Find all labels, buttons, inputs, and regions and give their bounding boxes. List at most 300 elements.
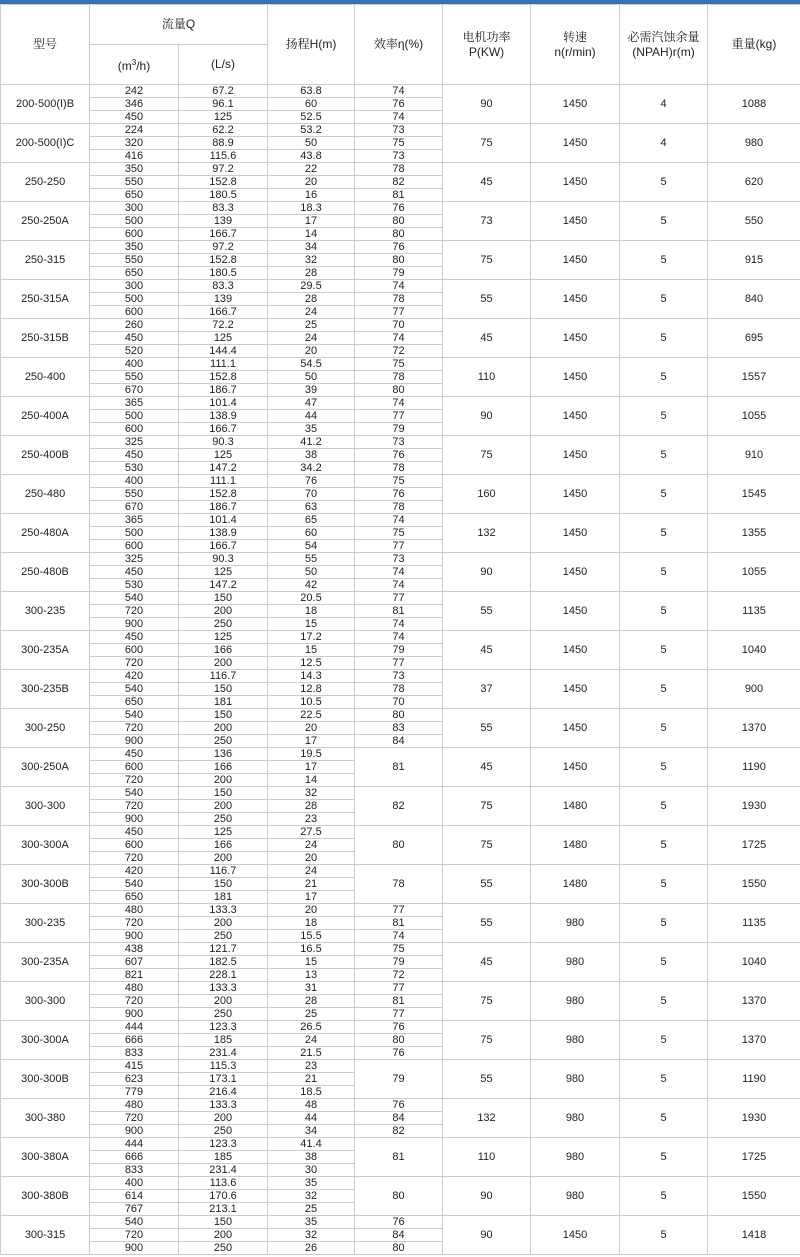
head-cell: 43.8 <box>268 150 355 163</box>
flow-m3h-cell: 400 <box>90 358 179 371</box>
flow-ls-cell: 166 <box>179 839 268 852</box>
speed-cell: 1450 <box>531 85 620 124</box>
weight-cell: 1550 <box>708 865 800 904</box>
flow-m3h-cell: 720 <box>90 852 179 865</box>
head-cell: 18 <box>268 917 355 930</box>
npsh-cell: 5 <box>620 514 708 553</box>
flow-ls-cell: 113.6 <box>179 1177 268 1190</box>
flow-ls-cell: 83.3 <box>179 280 268 293</box>
head-cell: 29.5 <box>268 280 355 293</box>
head-cell: 50 <box>268 137 355 150</box>
flow-ls-cell: 200 <box>179 657 268 670</box>
efficiency-cell: 80 <box>355 384 443 397</box>
flow-m3h-cell: 438 <box>90 943 179 956</box>
efficiency-cell: 81 <box>355 189 443 202</box>
flow-ls-cell: 83.3 <box>179 202 268 215</box>
head-cell: 48 <box>268 1099 355 1112</box>
flow-m3h-cell: 900 <box>90 1242 179 1255</box>
speed-cell: 1480 <box>531 865 620 904</box>
flow-m3h-cell: 600 <box>90 306 179 319</box>
flow-ls-cell: 97.2 <box>179 241 268 254</box>
speed-cell: 980 <box>531 1177 620 1216</box>
flow-m3h-cell: 720 <box>90 657 179 670</box>
efficiency-cell: 79 <box>355 644 443 657</box>
efficiency-cell: 74 <box>355 930 443 943</box>
table-row <box>1 202 800 215</box>
efficiency-cell: 74 <box>355 332 443 345</box>
efficiency-cell: 73 <box>355 124 443 137</box>
head-cell: 28 <box>268 293 355 306</box>
table-row <box>1 514 800 527</box>
flow-ls-cell: 150 <box>179 787 268 800</box>
flow-m3h-cell: 444 <box>90 1138 179 1151</box>
flow-m3h-cell: 530 <box>90 462 179 475</box>
flow-ls-cell: 97.2 <box>179 163 268 176</box>
flow-ls-cell: 111.1 <box>179 358 268 371</box>
weight-cell: 1190 <box>708 1060 800 1099</box>
efficiency-cell: 74 <box>355 631 443 644</box>
efficiency-cell: 80 <box>355 228 443 241</box>
efficiency-cell: 77 <box>355 1008 443 1021</box>
flow-ls-cell: 250 <box>179 735 268 748</box>
flow-ls-cell: 185 <box>179 1151 268 1164</box>
efficiency-cell: 73 <box>355 553 443 566</box>
flow-m3h-cell: 833 <box>90 1047 179 1060</box>
power-cell: 132 <box>443 514 531 553</box>
weight-cell: 550 <box>708 202 800 241</box>
head-cell: 21 <box>268 1073 355 1086</box>
npsh-cell: 5 <box>620 436 708 475</box>
head-cell: 54 <box>268 540 355 553</box>
pump-spec-table <box>0 4 800 1255</box>
weight-cell: 695 <box>708 319 800 358</box>
power-cell: 160 <box>443 475 531 514</box>
model-cell: 300-235B <box>1 670 90 709</box>
efficiency-cell: 74 <box>355 618 443 631</box>
flow-ls-cell: 72.2 <box>179 319 268 332</box>
header-speed <box>531 5 620 85</box>
speed-cell: 1450 <box>531 124 620 163</box>
model-cell: 250-315B <box>1 319 90 358</box>
table-row <box>1 865 800 878</box>
flow-ls-cell: 125 <box>179 566 268 579</box>
header-npsh <box>620 5 708 85</box>
weight-cell: 1040 <box>708 631 800 670</box>
table-row <box>1 475 800 488</box>
speed-cell: 980 <box>531 1060 620 1099</box>
model-cell: 250-250A <box>1 202 90 241</box>
power-cell: 90 <box>443 1177 531 1216</box>
head-cell: 15.5 <box>268 930 355 943</box>
speed-cell: 1480 <box>531 826 620 865</box>
efficiency-cell: 74 <box>355 566 443 579</box>
efficiency-cell: 79 <box>355 956 443 969</box>
head-cell: 53.2 <box>268 124 355 137</box>
npsh-cell: 5 <box>620 865 708 904</box>
head-cell: 24 <box>268 865 355 878</box>
flow-m3h-cell: 720 <box>90 1112 179 1125</box>
power-cell: 73 <box>443 202 531 241</box>
head-cell: 34.2 <box>268 462 355 475</box>
flow-m3h-cell: 450 <box>90 111 179 124</box>
table-row <box>1 787 800 800</box>
model-cell: 300-380A <box>1 1138 90 1177</box>
flow-ls-cell: 200 <box>179 995 268 1008</box>
flow-m3h-cell: 720 <box>90 605 179 618</box>
head-cell: 15 <box>268 644 355 657</box>
head-cell: 17 <box>268 215 355 228</box>
power-cell: 45 <box>443 631 531 670</box>
npsh-cell: 5 <box>620 1099 708 1138</box>
efficiency-cell: 76 <box>355 202 443 215</box>
flow-ls-cell: 186.7 <box>179 501 268 514</box>
flow-m3h-cell: 530 <box>90 579 179 592</box>
model-cell: 300-300 <box>1 787 90 826</box>
npsh-cell: 5 <box>620 787 708 826</box>
npsh-cell: 5 <box>620 397 708 436</box>
head-cell: 38 <box>268 1151 355 1164</box>
head-cell: 17 <box>268 761 355 774</box>
speed-cell: 1450 <box>531 241 620 280</box>
head-cell: 18 <box>268 605 355 618</box>
table-row <box>1 943 800 956</box>
npsh-cell: 5 <box>620 670 708 709</box>
flow-ls-cell: 90.3 <box>179 436 268 449</box>
head-cell: 20 <box>268 176 355 189</box>
efficiency-cell: 74 <box>355 579 443 592</box>
efficiency-cell: 77 <box>355 982 443 995</box>
flow-m3h-cell: 540 <box>90 709 179 722</box>
weight-cell: 1545 <box>708 475 800 514</box>
power-cell: 55 <box>443 865 531 904</box>
power-cell: 55 <box>443 1060 531 1099</box>
head-cell: 60 <box>268 98 355 111</box>
speed-cell: 1450 <box>531 280 620 319</box>
npsh-cell: 5 <box>620 553 708 592</box>
npsh-cell: 5 <box>620 748 708 787</box>
flow-ls-cell: 90.3 <box>179 553 268 566</box>
head-cell: 32 <box>268 254 355 267</box>
model-cell: 250-400B <box>1 436 90 475</box>
efficiency-cell: 73 <box>355 670 443 683</box>
header-weight: 重量(kg) <box>708 5 800 85</box>
flow-m3h-cell: 600 <box>90 761 179 774</box>
table-row <box>1 85 800 98</box>
flow-m3h-cell: 550 <box>90 176 179 189</box>
power-cell: 75 <box>443 982 531 1021</box>
head-cell: 23 <box>268 813 355 826</box>
model-cell: 250-315A <box>1 280 90 319</box>
head-cell: 34 <box>268 241 355 254</box>
efficiency-cell: 77 <box>355 904 443 917</box>
head-cell: 55 <box>268 553 355 566</box>
flow-m3h-cell: 242 <box>90 85 179 98</box>
flow-m3h-cell: 540 <box>90 592 179 605</box>
flow-m3h-cell: 224 <box>90 124 179 137</box>
head-cell: 14.3 <box>268 670 355 683</box>
head-cell: 32 <box>268 1190 355 1203</box>
head-cell: 47 <box>268 397 355 410</box>
weight-cell: 1355 <box>708 514 800 553</box>
flow-m3h-cell: 540 <box>90 787 179 800</box>
flow-m3h-cell: 900 <box>90 1008 179 1021</box>
efficiency-cell: 74 <box>355 280 443 293</box>
head-cell: 52.5 <box>268 111 355 124</box>
npsh-cell: 5 <box>620 1177 708 1216</box>
table-row <box>1 241 800 254</box>
flow-ls-cell: 150 <box>179 878 268 891</box>
npsh-cell: 5 <box>620 319 708 358</box>
header-model: 型号 <box>1 5 90 85</box>
head-cell: 25 <box>268 1203 355 1216</box>
npsh-cell: 5 <box>620 1216 708 1255</box>
head-cell: 41.4 <box>268 1138 355 1151</box>
head-cell: 20 <box>268 852 355 865</box>
flow-m3h-cell: 600 <box>90 839 179 852</box>
flow-ls-cell: 96.1 <box>179 98 268 111</box>
flow-ls-cell: 125 <box>179 111 268 124</box>
efficiency-cell: 81 <box>355 605 443 618</box>
weight-cell: 1930 <box>708 1099 800 1138</box>
efficiency-cell: 73 <box>355 150 443 163</box>
flow-m3h-cell: 300 <box>90 202 179 215</box>
flow-ls-cell: 139 <box>179 215 268 228</box>
flow-ls-cell: 115.3 <box>179 1060 268 1073</box>
efficiency-cell: 74 <box>355 85 443 98</box>
flow-ls-cell: 62.2 <box>179 124 268 137</box>
flow-m3h-cell: 650 <box>90 267 179 280</box>
flow-m3h-cell: 600 <box>90 423 179 436</box>
efficiency-cell: 77 <box>355 657 443 670</box>
flow-m3h-cell: 450 <box>90 566 179 579</box>
table-row <box>1 553 800 566</box>
model-cell: 300-315 <box>1 1216 90 1255</box>
head-cell: 39 <box>268 384 355 397</box>
flow-m3h-cell: 540 <box>90 878 179 891</box>
head-cell: 21.5 <box>268 1047 355 1060</box>
npsh-cell: 5 <box>620 592 708 631</box>
flow-m3h-cell: 550 <box>90 254 179 267</box>
efficiency-cell: 78 <box>355 865 443 904</box>
model-cell: 300-235 <box>1 904 90 943</box>
efficiency-cell: 74 <box>355 514 443 527</box>
flow-m3h-cell: 623 <box>90 1073 179 1086</box>
flow-m3h-cell: 480 <box>90 1099 179 1112</box>
flow-m3h-cell: 779 <box>90 1086 179 1099</box>
flow-m3h-cell: 540 <box>90 1216 179 1229</box>
flow-ls-cell: 152.8 <box>179 176 268 189</box>
flow-m3h-cell: 900 <box>90 930 179 943</box>
speed-cell: 1480 <box>531 787 620 826</box>
head-cell: 28 <box>268 267 355 280</box>
flow-m3h-cell: 650 <box>90 696 179 709</box>
flow-ls-cell: 200 <box>179 917 268 930</box>
flow-ls-cell: 138.9 <box>179 410 268 423</box>
efficiency-cell: 73 <box>355 436 443 449</box>
head-cell: 25 <box>268 319 355 332</box>
speed-cell: 1450 <box>531 553 620 592</box>
efficiency-cell: 84 <box>355 1112 443 1125</box>
flow-ls-cell: 147.2 <box>179 579 268 592</box>
flow-ls-cell: 147.2 <box>179 462 268 475</box>
table-body <box>1 85 800 1255</box>
speed-cell: 1450 <box>531 748 620 787</box>
head-cell: 16.5 <box>268 943 355 956</box>
table-row <box>1 1021 800 1034</box>
header-flow-m3h: $(m^3/h)$ <box>90 45 179 85</box>
head-cell: 26 <box>268 1242 355 1255</box>
flow-ls-cell: 150 <box>179 1216 268 1229</box>
efficiency-cell: 80 <box>355 1034 443 1047</box>
flow-m3h-cell: 833 <box>90 1164 179 1177</box>
flow-m3h-cell: 400 <box>90 475 179 488</box>
speed-cell: 1450 <box>531 163 620 202</box>
weight-cell: 1135 <box>708 592 800 631</box>
flow-m3h-cell: 500 <box>90 215 179 228</box>
model-cell: 300-300B <box>1 1060 90 1099</box>
head-cell: 30 <box>268 1164 355 1177</box>
table-row <box>1 982 800 995</box>
table-row <box>1 163 800 176</box>
npsh-cell: 5 <box>620 709 708 748</box>
flow-ls-cell: 125 <box>179 332 268 345</box>
model-cell: 300-235A <box>1 943 90 982</box>
efficiency-cell: 74 <box>355 397 443 410</box>
efficiency-cell: 82 <box>355 787 443 826</box>
npsh-cell: 5 <box>620 631 708 670</box>
speed-cell: 980 <box>531 1099 620 1138</box>
flow-ls-cell: 67.2 <box>179 85 268 98</box>
head-cell: 20 <box>268 904 355 917</box>
npsh-cell: 5 <box>620 904 708 943</box>
npsh-cell: 5 <box>620 358 708 397</box>
flow-ls-cell: 170.6 <box>179 1190 268 1203</box>
model-cell: 200-500(I)B <box>1 85 90 124</box>
efficiency-cell: 78 <box>355 371 443 384</box>
efficiency-cell: 76 <box>355 1099 443 1112</box>
efficiency-cell: 77 <box>355 306 443 319</box>
power-cell: 55 <box>443 280 531 319</box>
flow-ls-cell: 231.4 <box>179 1164 268 1177</box>
flow-ls-cell: 200 <box>179 605 268 618</box>
npsh-cell: 5 <box>620 202 708 241</box>
header-flow-group: 流量Q <box>90 5 268 45</box>
flow-m3h-cell: 325 <box>90 436 179 449</box>
flow-ls-cell: 166.7 <box>179 423 268 436</box>
power-cell: 55 <box>443 592 531 631</box>
table-row <box>1 826 800 839</box>
flow-ls-cell: 186.7 <box>179 384 268 397</box>
header-npsh-line1: 必需汽蚀余量 <box>627 29 700 44</box>
power-cell: 90 <box>443 553 531 592</box>
power-cell: 37 <box>443 670 531 709</box>
flow-ls-cell: 101.4 <box>179 397 268 410</box>
head-cell: 12.5 <box>268 657 355 670</box>
flow-ls-cell: 138.9 <box>179 527 268 540</box>
head-cell: 16 <box>268 189 355 202</box>
head-cell: 44 <box>268 410 355 423</box>
efficiency-cell: 84 <box>355 735 443 748</box>
efficiency-cell: 78 <box>355 501 443 514</box>
efficiency-cell: 75 <box>355 475 443 488</box>
flow-ls-cell: 101.4 <box>179 514 268 527</box>
efficiency-cell: 80 <box>355 826 443 865</box>
power-cell: 75 <box>443 826 531 865</box>
header-power-line1: 电机功率 <box>462 29 511 44</box>
head-cell: 54.5 <box>268 358 355 371</box>
flow-ls-cell: 228.1 <box>179 969 268 982</box>
flow-ls-cell: 115.6 <box>179 150 268 163</box>
flow-ls-cell: 136 <box>179 748 268 761</box>
head-cell: 20.5 <box>268 592 355 605</box>
flow-ls-cell: 150 <box>179 683 268 696</box>
header-head: 扬程H(m) <box>268 5 355 85</box>
flow-m3h-cell: 720 <box>90 800 179 813</box>
flow-ls-cell: 125 <box>179 449 268 462</box>
head-cell: 24 <box>268 306 355 319</box>
efficiency-cell: 80 <box>355 1177 443 1216</box>
flow-m3h-cell: 500 <box>90 410 179 423</box>
table-row <box>1 319 800 332</box>
weight-cell: 1135 <box>708 904 800 943</box>
power-cell: 55 <box>443 709 531 748</box>
flow-ls-cell: 213.1 <box>179 1203 268 1216</box>
efficiency-cell: 77 <box>355 592 443 605</box>
power-cell: 110 <box>443 358 531 397</box>
speed-cell: 1450 <box>531 1216 620 1255</box>
flow-ls-cell: 173.1 <box>179 1073 268 1086</box>
power-cell: 45 <box>443 943 531 982</box>
efficiency-cell: 77 <box>355 410 443 423</box>
npsh-cell: 5 <box>620 1021 708 1060</box>
weight-cell: 1550 <box>708 1177 800 1216</box>
flow-m3h-cell: 821 <box>90 969 179 982</box>
head-cell: 19.5 <box>268 748 355 761</box>
head-cell: 34 <box>268 1125 355 1138</box>
flow-m3h-cell: 550 <box>90 488 179 501</box>
header-speed-line2: n(r/min) <box>554 44 596 59</box>
flow-ls-cell: 133.3 <box>179 904 268 917</box>
head-cell: 24 <box>268 332 355 345</box>
flow-m3h-cell: 320 <box>90 137 179 150</box>
power-cell: 75 <box>443 241 531 280</box>
table-row <box>1 748 800 761</box>
npsh-cell: 5 <box>620 163 708 202</box>
model-cell: 250-480A <box>1 514 90 553</box>
head-cell: 18.5 <box>268 1086 355 1099</box>
table-row <box>1 592 800 605</box>
power-cell: 90 <box>443 1216 531 1255</box>
model-cell: 300-300A <box>1 1021 90 1060</box>
flow-ls-cell: 133.3 <box>179 982 268 995</box>
table-row <box>1 1177 800 1190</box>
flow-m3h-cell: 365 <box>90 397 179 410</box>
head-cell: 15 <box>268 618 355 631</box>
weight-cell: 1088 <box>708 85 800 124</box>
speed-cell: 1450 <box>531 670 620 709</box>
power-cell: 45 <box>443 319 531 358</box>
efficiency-cell: 81 <box>355 1138 443 1177</box>
flow-ls-cell: 180.5 <box>179 267 268 280</box>
efficiency-cell: 79 <box>355 423 443 436</box>
head-cell: 63 <box>268 501 355 514</box>
flow-m3h-cell: 600 <box>90 540 179 553</box>
flow-ls-cell: 166 <box>179 761 268 774</box>
flow-ls-cell: 250 <box>179 1242 268 1255</box>
flow-m3h-cell: 346 <box>90 98 179 111</box>
flow-m3h-cell: 325 <box>90 553 179 566</box>
head-cell: 38 <box>268 449 355 462</box>
